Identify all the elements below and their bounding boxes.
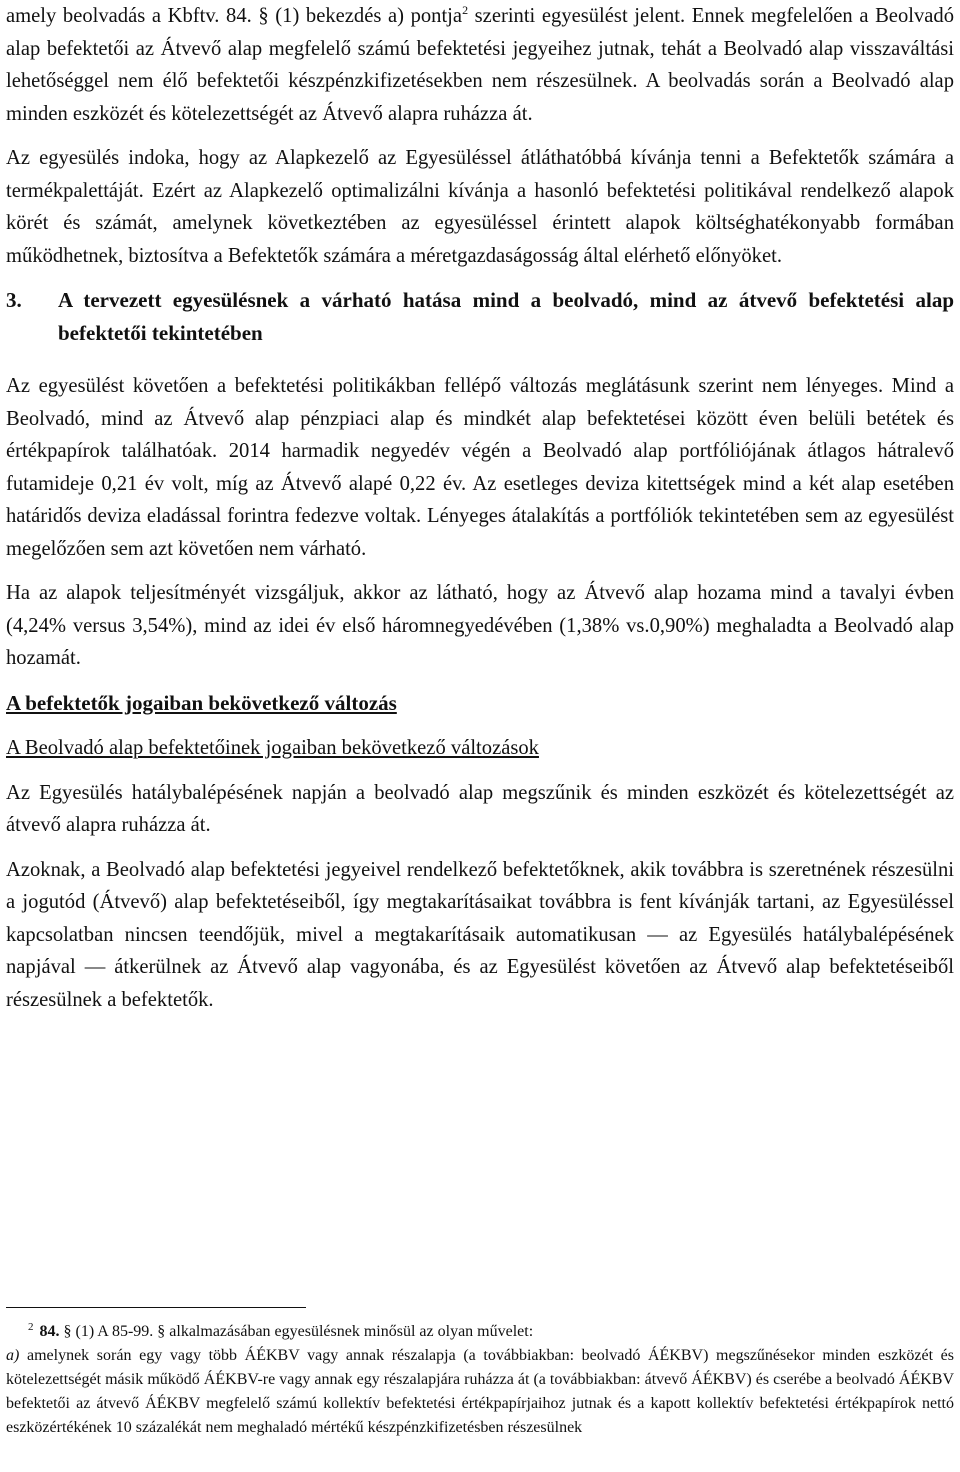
paragraph-merger-reason: Az egyesülés indoka, hogy az Alapkezelő az Egyesüléssel átláthatóbbá kívánja tenni a Befektetők számára a termékpalettáját. Ezért az Alapkezelő optimalizálni kívánja a hasonló befektetési politikával rendelkező alapok körét és számát, amelynek következtében az egyesüléssel érintett alapok költséghatékonyabb formában működhetnek, biztosítva a Befektetők számára a méretgazdaságosság által elérhető előnyöket.	[6, 147, 954, 267]
paragraph-effective-date: Az Egyesülés hatálybalépésének napján a beolvadó alap megszűnik és minden eszközét és kötelezettségét az átvevő alapra ruházza át.	[6, 781, 954, 836]
section-title: A tervezett egyesülésnek a várható hatása mind a beolvadó, mind az átvevő befektetési alap befektetői tekintetében	[58, 288, 954, 345]
paragraph-text: amely beolvadás a Kbftv. 84. § (1) bekezdés a) pontja	[6, 5, 463, 27]
footnote-intro: § (1) A 85-99. § alkalmazásában egyesülésnek minősül az olyan művelet:	[59, 1323, 534, 1340]
subheading-absorbed-fund-rights: A Beolvadó alap befektetőinek jogaiban bekövetkező változások	[6, 736, 539, 759]
footnote-2	[6, 1320, 954, 1440]
document-page	[6, 0, 954, 1016]
footnote-item-text: amelynek során egy vagy több ÁÉKBV vagy annak részalapja (a továbbiakban: beolvadó ÁÉKBV) megszűnésekor minden eszközét és kötelezettségét másik működő ÁÉKBV-re vagy annak egy részalapjára ruházza át (a továbbiakban: átvevő ÁÉKBV) és cserébe a beolvadó ÁÉKBV befektetői az átvevő ÁÉKBV megfelelő számú kollektív befektetési értékpapírjaihoz jutnak és a kapott kollektív befektetési értékpapírok nettó eszközértékének 10 százalékát nem meghaladó mértékű készpénzkifizetésben részesülnek	[6, 1347, 954, 1436]
paragraph-merger-type	[6, 0, 954, 130]
paragraph-investment-policy: Az egyesülést követően a befektetési politikákban fellépő változás meglátásunk szerint nem lényeges. Mind a Beolvadó, mind az Átvevő alap pénzpiaci alap és mindkét alap befektetései között éven belüli betétek és értékpapírok találhatóak. 2014 harmadik negyedév végén a Beolvadó alap portfóliójának átlagos hátralevő futamideje 0,21 év volt, míg az Átvevő alapé 0,22 év. Az esetleges deviza kitettségek mind a két alap esetében határidős deviza eladással forintra fedezve voltak. Lényeges átalakítás a portfóliók tekintetében sem az egyesülést megelőzően sem azt követően nem várható.	[6, 375, 954, 560]
footnote-mark: 2	[28, 1321, 34, 1333]
footnote-separator	[6, 1307, 306, 1308]
paragraph-text: szerinti egyesülést jelent. Ennek megfelelően a Beolvadó alap befektetői az Átvevő alap megfelelő számú befektetési jegyeihez jutnak, tehát a Beolvadó alap visszaváltási lehetőséggel nem élő befektetői készpénzkifizetésekben nem részesülnek. A beolvadás során a Beolvadó alap minden eszközét és kötelezettségét az Átvevő alapra ruházza át.	[6, 5, 954, 125]
footnote-item-label: a)	[6, 1347, 20, 1364]
paragraph-performance: Ha az alapok teljesítményét vizsgáljuk, akkor az látható, hogy az Átvevő alap hozama mind a tavalyi évben (4,24% versus 3,54%), mind az idei év első háromnegyedévében (1,38% vs.0,90%) meghaladta a Beolvadó alap hozamát.	[6, 582, 954, 669]
paragraph-investor-actions: Azoknak, a Beolvadó alap befektetési jegyeivel rendelkező befektetőknek, akik továbbra is szeretnének részesülni a jogutód (Átvevő) alap befektetéseiből, így megtakarításaikat továbbra is fent kívánják tartani, az Egyesüléssel kapcsolatban nincsen teendőjük, mivel a megtakarításaik automatikusan — az Egyesülés hatálybalépésének napjával — átkerülnek az Átvevő alap vagyonába, és az Egyesülést követően az Átvevő alap befektetéseiből részesülnek a befektetők.	[6, 858, 954, 1011]
section-3-heading	[6, 284, 954, 350]
footnote-section-number: 84.	[39, 1323, 60, 1340]
footnote-reference[interactable]: 2	[462, 3, 469, 17]
section-number: 3.	[6, 288, 22, 312]
heading-investor-rights: A befektetők jogaiban bekövetkező változás	[6, 690, 397, 715]
